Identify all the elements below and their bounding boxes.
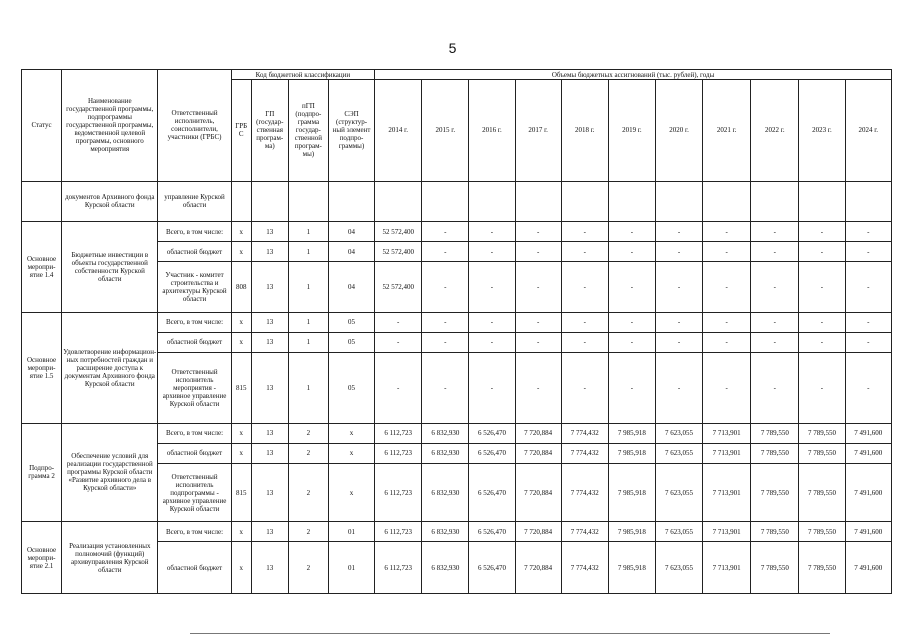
header-year-10: 2024 г.	[845, 80, 891, 182]
row-value: -	[655, 312, 702, 332]
row-responsible: областной бюджет	[158, 242, 231, 262]
row-value: 6 112,723	[375, 463, 422, 521]
row-value: 7 985,918	[608, 463, 655, 521]
row-value: 52 572,400	[375, 262, 422, 312]
row-code-pgp: 1	[288, 242, 328, 262]
row-responsible: Всего, в том числе:	[158, 312, 231, 332]
row-code-gp: 13	[251, 443, 288, 463]
row-value: 6 526,470	[469, 443, 515, 463]
row-responsible: Всего, в том числе:	[158, 423, 231, 443]
row-value: -	[799, 332, 845, 352]
header-year-9: 2023 г.	[799, 80, 845, 182]
row-code-pgp: 2	[288, 443, 328, 463]
row-value: -	[469, 332, 515, 352]
row-value: -	[608, 332, 655, 352]
row-value: 6 112,723	[375, 423, 422, 443]
row-value: 6 526,470	[469, 542, 515, 594]
row-value: -	[845, 242, 891, 262]
row-value: -	[655, 242, 702, 262]
row-status: Основное меропри-ятие 1.5	[22, 312, 62, 423]
row-code-sep: х	[328, 463, 374, 521]
row-value: 7 720,884	[515, 542, 561, 594]
carry-empty-cell	[231, 181, 251, 221]
row-value: -	[469, 312, 515, 332]
header-gp: ГП (государ-ственная програм-ма)	[251, 80, 288, 182]
row-value: -	[845, 312, 891, 332]
row-value: -	[422, 353, 469, 424]
row-code-pgp: 1	[288, 312, 328, 332]
row-code-gp: 13	[251, 463, 288, 521]
row-code-sep: х	[328, 443, 374, 463]
row-value: -	[703, 332, 751, 352]
carry-empty-cell	[375, 181, 422, 221]
row-value: -	[655, 332, 702, 352]
row-value: -	[845, 332, 891, 352]
row-code-grbs: 808	[231, 262, 251, 312]
row-code-sep: 05	[328, 332, 374, 352]
row-value: -	[703, 242, 751, 262]
header-year-7: 2021 г.	[703, 80, 751, 182]
row-value: 6 526,470	[469, 463, 515, 521]
row-value: -	[608, 262, 655, 312]
row-value: 7 985,918	[608, 423, 655, 443]
row-value: -	[845, 222, 891, 242]
row-value: -	[608, 222, 655, 242]
row-value: -	[375, 332, 422, 352]
row-value: -	[515, 332, 561, 352]
row-value: -	[845, 353, 891, 424]
row-value: -	[751, 222, 799, 242]
row-value: 7 623,055	[655, 423, 702, 443]
row-code-grbs: х	[231, 443, 251, 463]
row-value: 6 112,723	[375, 522, 422, 542]
row-value: 7 720,884	[515, 443, 561, 463]
row-value: 6 832,930	[422, 443, 469, 463]
header-year-6: 2020 г.	[655, 80, 702, 182]
row-value: 7 789,550	[799, 463, 845, 521]
header-sep: СЭП (структур-ный элемент подпро-граммы)	[328, 80, 374, 182]
table-row	[22, 222, 892, 242]
header-volume-group: Объемы бюджетных ассигнований (тыс. рублей), годы	[375, 70, 892, 80]
row-code-gp: 13	[251, 542, 288, 594]
row-value: 7 789,550	[799, 423, 845, 443]
row-value: -	[375, 312, 422, 332]
row-code-pgp: 1	[288, 353, 328, 424]
row-value: 7 789,550	[799, 522, 845, 542]
row-value: 7 774,432	[561, 443, 608, 463]
row-code-pgp: 1	[288, 332, 328, 352]
row-value: -	[751, 312, 799, 332]
row-value: -	[751, 242, 799, 262]
row-responsible: Ответственный исполнитель подпрограммы - архивное управление Курской области	[158, 463, 231, 521]
header-year-5: 2019 г.	[608, 80, 655, 182]
row-code-pgp: 1	[288, 262, 328, 312]
row-value: 7 623,055	[655, 463, 702, 521]
row-value: 7 623,055	[655, 522, 702, 542]
row-value: 7 985,918	[608, 542, 655, 594]
row-code-gp: 13	[251, 312, 288, 332]
row-responsible: Ответственный исполнитель мероприятия - архивное управление Курской области	[158, 353, 231, 424]
row-value: -	[751, 353, 799, 424]
carry-empty-cell	[561, 181, 608, 221]
row-code-grbs: х	[231, 312, 251, 332]
header-row-1	[22, 70, 892, 80]
row-value: 7 789,550	[751, 463, 799, 521]
carry-empty-cell	[251, 181, 288, 221]
row-status: Основное меропри-ятие 2.1	[22, 522, 62, 594]
carry-empty-cell	[703, 181, 751, 221]
row-value: -	[469, 242, 515, 262]
row-value: -	[655, 262, 702, 312]
row-value: -	[703, 312, 751, 332]
row-code-gp: 13	[251, 353, 288, 424]
row-value: -	[703, 262, 751, 312]
row-value: -	[515, 242, 561, 262]
row-value: 6 832,930	[422, 423, 469, 443]
row-code-grbs: х	[231, 423, 251, 443]
row-value: -	[561, 242, 608, 262]
row-code-pgp: 1	[288, 222, 328, 242]
row-value: 7 789,550	[751, 443, 799, 463]
row-value: -	[469, 262, 515, 312]
row-value: -	[561, 262, 608, 312]
carry-empty-cell	[469, 181, 515, 221]
row-code-pgp: 2	[288, 542, 328, 594]
row-value: -	[655, 222, 702, 242]
page-number: 5	[448, 40, 457, 56]
table-row	[22, 312, 892, 332]
row-code-gp: 13	[251, 423, 288, 443]
header-year-3: 2017 г.	[515, 80, 561, 182]
header-pgp: пГП (подпро-грамма государ-ственной програм-мы)	[288, 80, 328, 182]
row-code-grbs: х	[231, 332, 251, 352]
row-value: 7 774,432	[561, 542, 608, 594]
row-value: -	[655, 353, 702, 424]
row-value: -	[799, 312, 845, 332]
row-value: 7 789,550	[799, 542, 845, 594]
row-code-sep: 05	[328, 312, 374, 332]
row-responsible: областной бюджет	[158, 332, 231, 352]
row-value: -	[515, 222, 561, 242]
carry-status	[22, 181, 62, 221]
row-value: 7 713,901	[703, 463, 751, 521]
carry-empty-cell	[422, 181, 469, 221]
row-value: 7 623,055	[655, 443, 702, 463]
row-value: -	[608, 242, 655, 262]
row-value: -	[703, 353, 751, 424]
row-value: -	[799, 242, 845, 262]
row-value: 7 720,884	[515, 522, 561, 542]
row-value: 7 789,550	[751, 522, 799, 542]
row-responsible: Участник - комитет строительства и архитектуры Курской области	[158, 262, 231, 312]
row-value: 6 832,930	[422, 522, 469, 542]
header-status: Статус	[22, 70, 62, 182]
row-value: -	[375, 353, 422, 424]
row-value: -	[561, 222, 608, 242]
header-year-1: 2015 г.	[422, 80, 469, 182]
carry-name: документов Архивного фонда Курской области	[62, 181, 158, 221]
row-responsible: областной бюджет	[158, 542, 231, 594]
row-responsible: областной бюджет	[158, 443, 231, 463]
row-value: 7 713,901	[703, 542, 751, 594]
row-responsible: Всего, в том числе:	[158, 522, 231, 542]
row-value: 7 491,600	[845, 463, 891, 521]
row-value: 52 572,400	[375, 242, 422, 262]
row-value: -	[845, 262, 891, 312]
row-value: -	[469, 353, 515, 424]
row-code-gp: 13	[251, 332, 288, 352]
header-grbs: ГРБ С	[231, 80, 251, 182]
row-code-gp: 13	[251, 522, 288, 542]
row-code-grbs: х	[231, 222, 251, 242]
row-code-pgp: 2	[288, 423, 328, 443]
row-value: -	[561, 312, 608, 332]
row-value: -	[422, 242, 469, 262]
row-value: -	[515, 353, 561, 424]
row-value: -	[422, 312, 469, 332]
table-body	[22, 70, 892, 594]
row-code-grbs: 815	[231, 353, 251, 424]
row-value: -	[799, 222, 845, 242]
table-row	[22, 423, 892, 443]
row-code-pgp: 2	[288, 522, 328, 542]
row-value: -	[799, 353, 845, 424]
carry-empty-cell	[288, 181, 328, 221]
row-value: -	[561, 353, 608, 424]
row-code-gp: 13	[251, 262, 288, 312]
row-code-gp: 13	[251, 242, 288, 262]
row-code-sep: 01	[328, 522, 374, 542]
row-value: -	[751, 262, 799, 312]
carry-empty-cell	[328, 181, 374, 221]
header-year-4: 2018 г.	[561, 80, 608, 182]
row-value: 7 491,600	[845, 522, 891, 542]
row-value: 7 713,901	[703, 522, 751, 542]
row-name: Реализация установленных полномочий (функций) архивуправления Курской области	[62, 522, 158, 594]
row-value: 52 572,400	[375, 222, 422, 242]
row-code-sep: 04	[328, 242, 374, 262]
row-value: -	[469, 222, 515, 242]
row-value: 7 789,550	[751, 542, 799, 594]
row-value: 6 832,930	[422, 463, 469, 521]
row-code-grbs: х	[231, 242, 251, 262]
carry-empty-cell	[608, 181, 655, 221]
budget-table	[21, 69, 892, 594]
bottom-rule	[190, 633, 830, 634]
row-value: -	[703, 222, 751, 242]
row-value: -	[422, 332, 469, 352]
row-value: -	[515, 312, 561, 332]
row-value: 6 526,470	[469, 423, 515, 443]
row-value: 7 491,600	[845, 423, 891, 443]
carry-empty-cell	[515, 181, 561, 221]
row-value: 7 774,432	[561, 522, 608, 542]
row-value: 7 720,884	[515, 463, 561, 521]
header-year-2: 2016 г.	[469, 80, 515, 182]
row-code-sep: 04	[328, 262, 374, 312]
row-value: 7 985,918	[608, 443, 655, 463]
row-value: -	[608, 312, 655, 332]
row-status: Основное меропри-ятие 1.4	[22, 222, 62, 313]
row-name: Обеспечение условий для реализации государственной программы Курской области «Развитие архивного дела в Курской области»	[62, 423, 158, 522]
row-code-grbs: х	[231, 542, 251, 594]
row-value: 7 774,432	[561, 463, 608, 521]
row-value: 7 491,600	[845, 443, 891, 463]
row-responsible: Всего, в том числе:	[158, 222, 231, 242]
carry-responsible: управление Курской области	[158, 181, 231, 221]
row-value: -	[422, 222, 469, 242]
row-code-sep: 04	[328, 222, 374, 242]
row-code-grbs: 815	[231, 463, 251, 521]
row-value: 7 985,918	[608, 522, 655, 542]
carry-empty-cell	[751, 181, 799, 221]
row-name: Бюджетные инвестиции в объекты государственной собственности Курской области	[62, 222, 158, 313]
row-code-sep: 01	[328, 542, 374, 594]
row-value: 7 789,550	[799, 443, 845, 463]
row-code-sep: х	[328, 423, 374, 443]
row-value: 6 112,723	[375, 443, 422, 463]
row-value: 7 720,884	[515, 423, 561, 443]
header-year-0: 2014 г.	[375, 80, 422, 182]
row-value: 7 774,432	[561, 423, 608, 443]
row-value: 7 491,600	[845, 542, 891, 594]
row-value: -	[561, 332, 608, 352]
header-code-group: Код бюджетной классификации	[231, 70, 374, 80]
carry-empty-cell	[799, 181, 845, 221]
row-value: 6 526,470	[469, 522, 515, 542]
carry-row	[22, 181, 892, 221]
row-code-gp: 13	[251, 222, 288, 242]
row-value: -	[799, 262, 845, 312]
row-value: -	[515, 262, 561, 312]
row-value: -	[608, 353, 655, 424]
row-value: 6 832,930	[422, 542, 469, 594]
row-value: 7 623,055	[655, 542, 702, 594]
row-value: 7 789,550	[751, 423, 799, 443]
row-value: 7 713,901	[703, 443, 751, 463]
row-value: 6 112,723	[375, 542, 422, 594]
row-status: Подпро-грамма 2	[22, 423, 62, 522]
row-code-grbs: х	[231, 522, 251, 542]
table-row	[22, 522, 892, 542]
row-name: Удовлетворение информацион-ных потребностей граждан и расширение доступа к документам Архивного фонда Курской области	[62, 312, 158, 423]
row-code-pgp: 2	[288, 463, 328, 521]
header-name: Наименование государственной программы, подпрограммы государственной программы, ведомственной целевой программы, основного мероприятия	[62, 70, 158, 182]
row-value: -	[751, 332, 799, 352]
header-responsible: Ответственный исполнитель, соисполнители, участники (ГРБС)	[158, 70, 231, 182]
row-code-sep: 05	[328, 353, 374, 424]
row-value: 7 713,901	[703, 423, 751, 443]
carry-empty-cell	[655, 181, 702, 221]
carry-empty-cell	[845, 181, 891, 221]
header-year-8: 2022 г.	[751, 80, 799, 182]
row-value: -	[422, 262, 469, 312]
